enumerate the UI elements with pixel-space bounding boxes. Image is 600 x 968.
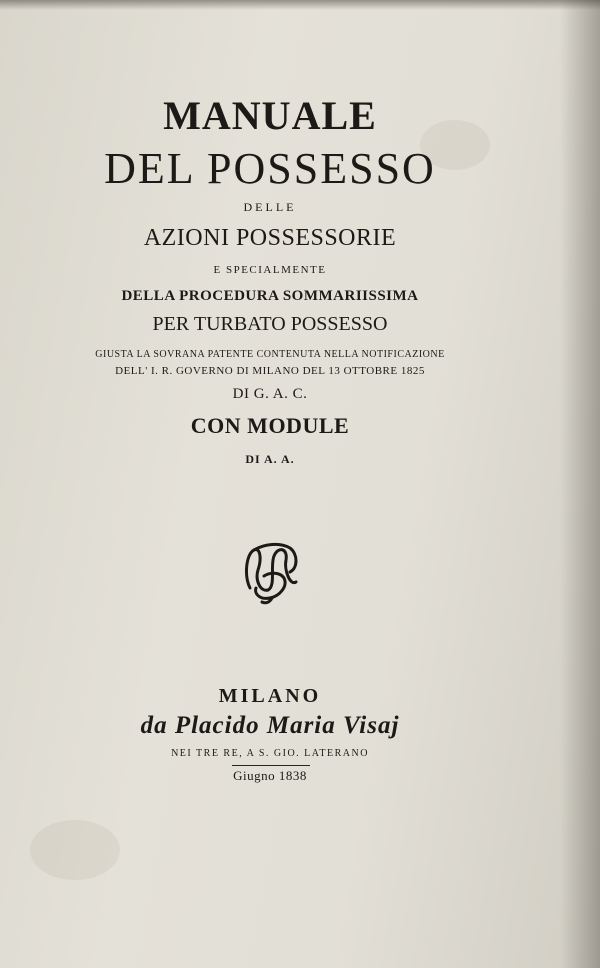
imprint-date: Giugno 1838 [233, 768, 307, 783]
imprint-publisher: da Placido Maria Visaj [140, 712, 400, 739]
page-edge-shadow [560, 0, 600, 968]
imprint-rule [232, 765, 310, 766]
title-line-e-specialmente: E SPECIALMENTE [213, 264, 327, 276]
author-line: DI G. A. C. [232, 386, 308, 402]
page-top-edge [0, 0, 600, 10]
module-author-line: DI A. A. [245, 452, 295, 466]
title-line-governo: DELL' I. R. GOVERNO DI MILANO DEL 13 OTTOBRE 1825 [115, 365, 425, 377]
printer-monogram-icon [240, 536, 304, 606]
title-line-con-module: CON MODULE [190, 413, 350, 438]
title-line-manuale: MANUALE [163, 93, 377, 138]
title-line-patente: GIUSTA LA SOVRANA PATENTE CONTENUTA NELLA NOTIFICAZIONE [95, 349, 445, 360]
title-line-turbato: PER TURBATO POSSESSO [152, 313, 388, 335]
paper-stain [30, 820, 120, 880]
title-line-procedura: DELLA PROCEDURA SOMMARIISSIMA [121, 288, 419, 304]
title-line-azioni: AZIONI POSSESSORIE [143, 225, 397, 251]
title-line-delle: DELLE [243, 200, 297, 214]
imprint-city: MILANO [218, 685, 322, 707]
title-line-del-possesso: DEL POSSESSO [104, 144, 436, 193]
imprint-address: NEI TRE RE, A S. GIO. LATERANO [171, 748, 369, 759]
